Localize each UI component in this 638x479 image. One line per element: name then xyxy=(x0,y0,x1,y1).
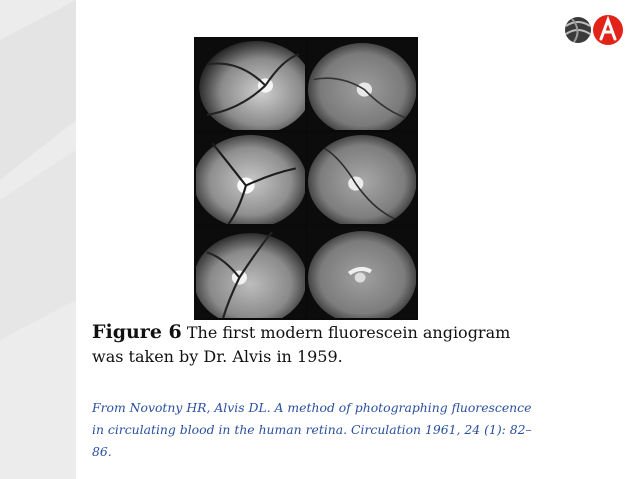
angiogram-frame-6 xyxy=(308,227,417,318)
figure-source-citation: From Novotny HR, Alvis DL. A method of photographing fluorescence in circulating blood in the human retina. Circulation 1961, 24 (1): 82–86. xyxy=(92,400,532,459)
brand-logo xyxy=(560,8,630,48)
angiogram-frame-4 xyxy=(308,133,417,224)
angiogram-frame-1 xyxy=(196,39,305,130)
figure-caption-text: The first modern fluorescein angiogram was taken by Dr. Alvis in 1959. xyxy=(92,323,511,366)
angiogram-frame-3 xyxy=(196,133,305,224)
a-letter-icon xyxy=(593,15,623,45)
figure-label: Figure 6 xyxy=(92,321,182,343)
angiogram-photo-grid xyxy=(194,37,418,320)
globe-icon xyxy=(565,17,591,43)
figure-caption xyxy=(92,320,532,369)
angiogram-frame-5 xyxy=(196,227,305,318)
angiogram-frame-2 xyxy=(308,39,417,130)
